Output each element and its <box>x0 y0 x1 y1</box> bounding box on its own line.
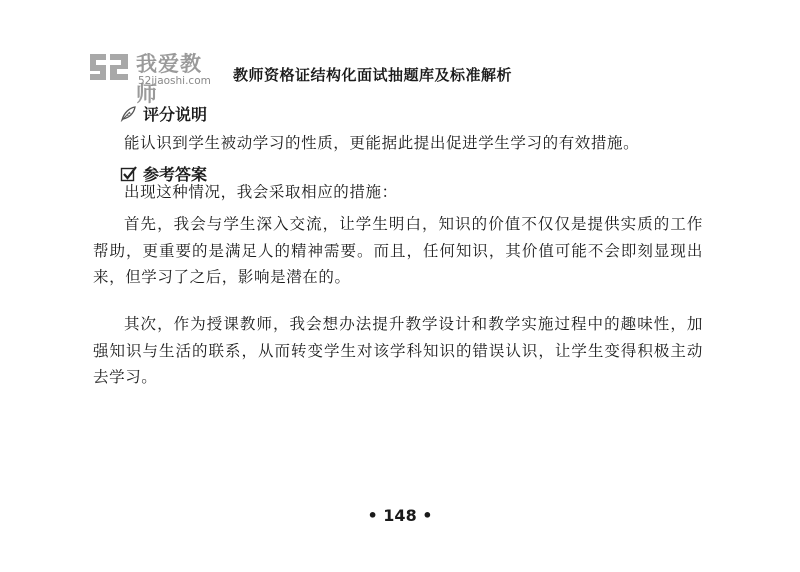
scoring-text: 能认识到学生被动学习的性质，更能据此提出促进学生学习的有效措施。 <box>124 134 640 152</box>
publisher-logo <box>86 48 222 106</box>
answer-paragraph-second: 其次，作为授课教师，我会想办法提升教学设计和教学实施过程中的趣味性，加强知识与生活的联系，从而转变学生对该学科知识的错误认识，让学生变得积极主动去学习。 <box>93 315 703 386</box>
leaf-pen-icon <box>120 105 137 122</box>
answer-paragraph-first: 首先，我会与学生深入交流，让学生明白，知识的价值不仅仅是提供实质的工作帮助，更重要的是满足人的精神需要。而且，任何知识，其价值可能不会即刻显现出来，但学习了之后，影响是潜在的。 <box>93 215 703 286</box>
answer-paragraph-intro: 出现这种情况，我会采取相应的措施： <box>124 183 398 201</box>
page-number: • 148 • <box>367 506 433 525</box>
logo-url: 52jiaoshi.com <box>138 75 211 87</box>
logo-mark-icon <box>86 50 134 84</box>
scoring-heading-label: 评分说明 <box>143 104 208 124</box>
answer-heading-label: 参考答案 <box>143 164 208 184</box>
scoring-heading <box>120 102 207 124</box>
book-title: 教师资格证结构化面试抽题库及标准解析 <box>233 66 513 84</box>
logo-name: 我爱教师 <box>136 52 202 106</box>
